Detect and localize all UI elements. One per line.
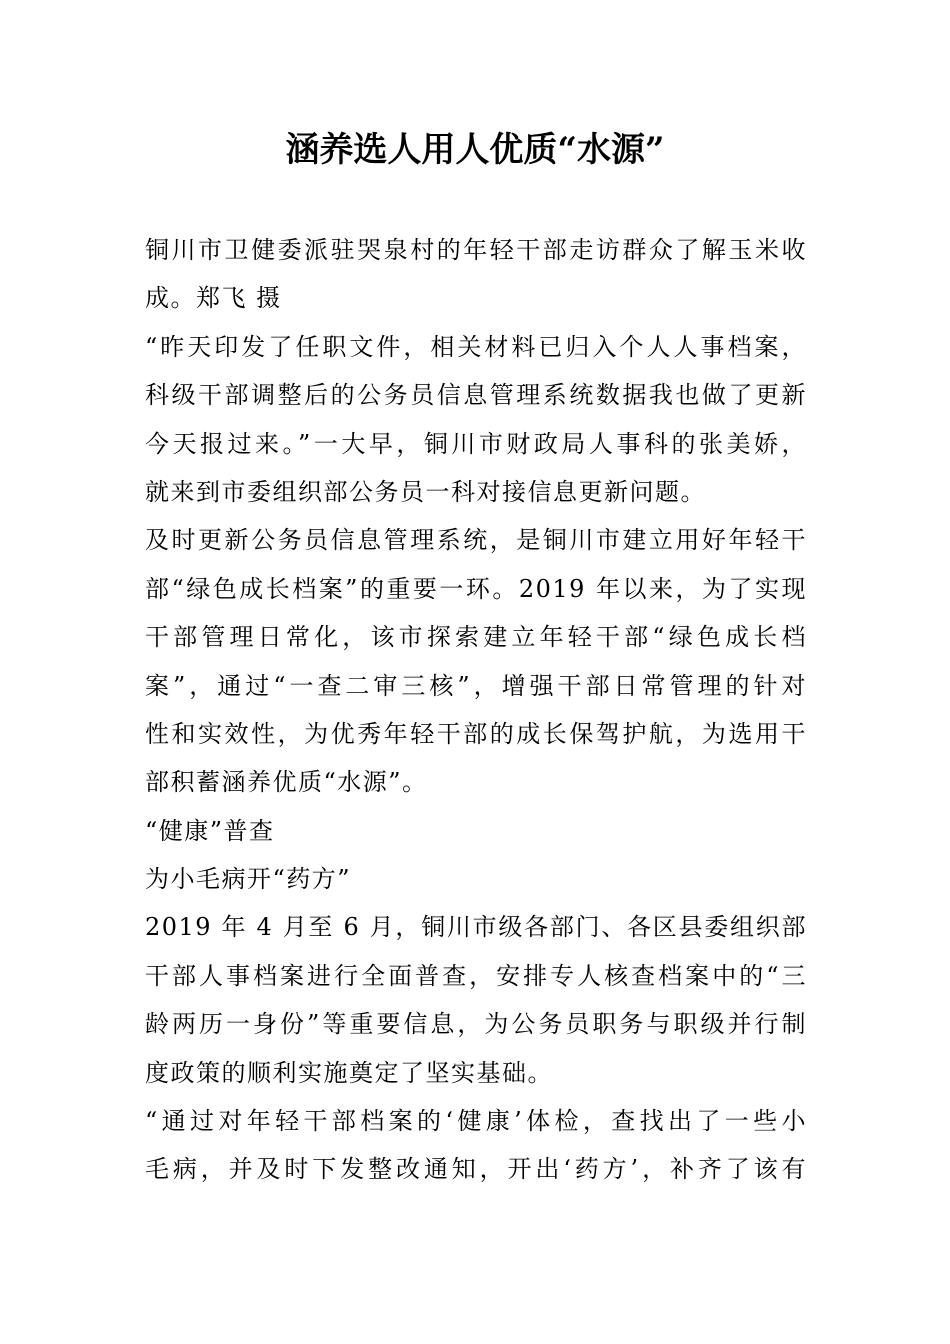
body-line: “通过对年轻干部档案的‘健康’体检，查找出了一些小 [145, 1107, 807, 1136]
body-line: 部积蓄涵养优质“水源”。 [145, 768, 428, 797]
body-line: “健康”普查 [145, 816, 275, 845]
body-line: “昨天印发了任职文件，相关材料已归入个人人事档案， [145, 332, 807, 361]
body-line: 龄两历一身份”等重要信息，为公务员职务与职级并行制 [145, 1010, 807, 1039]
body-line: 铜川市卫健委派驻哭泉村的年轻干部走访群众了解玉米收 [145, 236, 807, 264]
body-line: 成。郑飞 摄 [145, 284, 282, 313]
body-line: 为小毛病开“药方” [145, 865, 352, 894]
body-line: 及时更新公务员信息管理系统，是铜川市建立用好年轻干 [145, 526, 807, 555]
body-line: 毛病，并及时下发整改通知，开出‘药方’，补齐了该有 [145, 1155, 807, 1184]
body-line: 科级干部调整后的公务员信息管理系统数据我也做了更新 [145, 381, 807, 410]
body-line: 干部人事档案进行全面普查，安排专人核查档案中的“三 [145, 961, 807, 990]
body-line: 度政策的顺利实施奠定了坚实基础。 [145, 1058, 553, 1087]
body-line: 今天报过来。”一大早，铜川市财政局人事科的张美娇， [145, 429, 807, 458]
body-line: 就来到市委组织部公务员一科对接信息更新问题。 [145, 477, 706, 506]
body-line: 部“绿色成长档案”的重要一环。2019 年以来，为了实现 [145, 574, 807, 603]
body-line: 性和实效性，为优秀年轻干部的成长保驾护航，为选用干 [145, 719, 807, 748]
body-line: 干部管理日常化，该市探索建立年轻干部“绿色成长档 [145, 623, 807, 652]
body-line: 2019 年 4 月至 6 月，铜川市级各部门、各区县委组织部 [145, 913, 807, 942]
document-title: 涵养选人用人优质“水源” [285, 130, 665, 170]
body-line: 案”，通过“一查二审三核”，增强干部日常管理的针对 [145, 671, 807, 700]
document-body [145, 226, 807, 1194]
